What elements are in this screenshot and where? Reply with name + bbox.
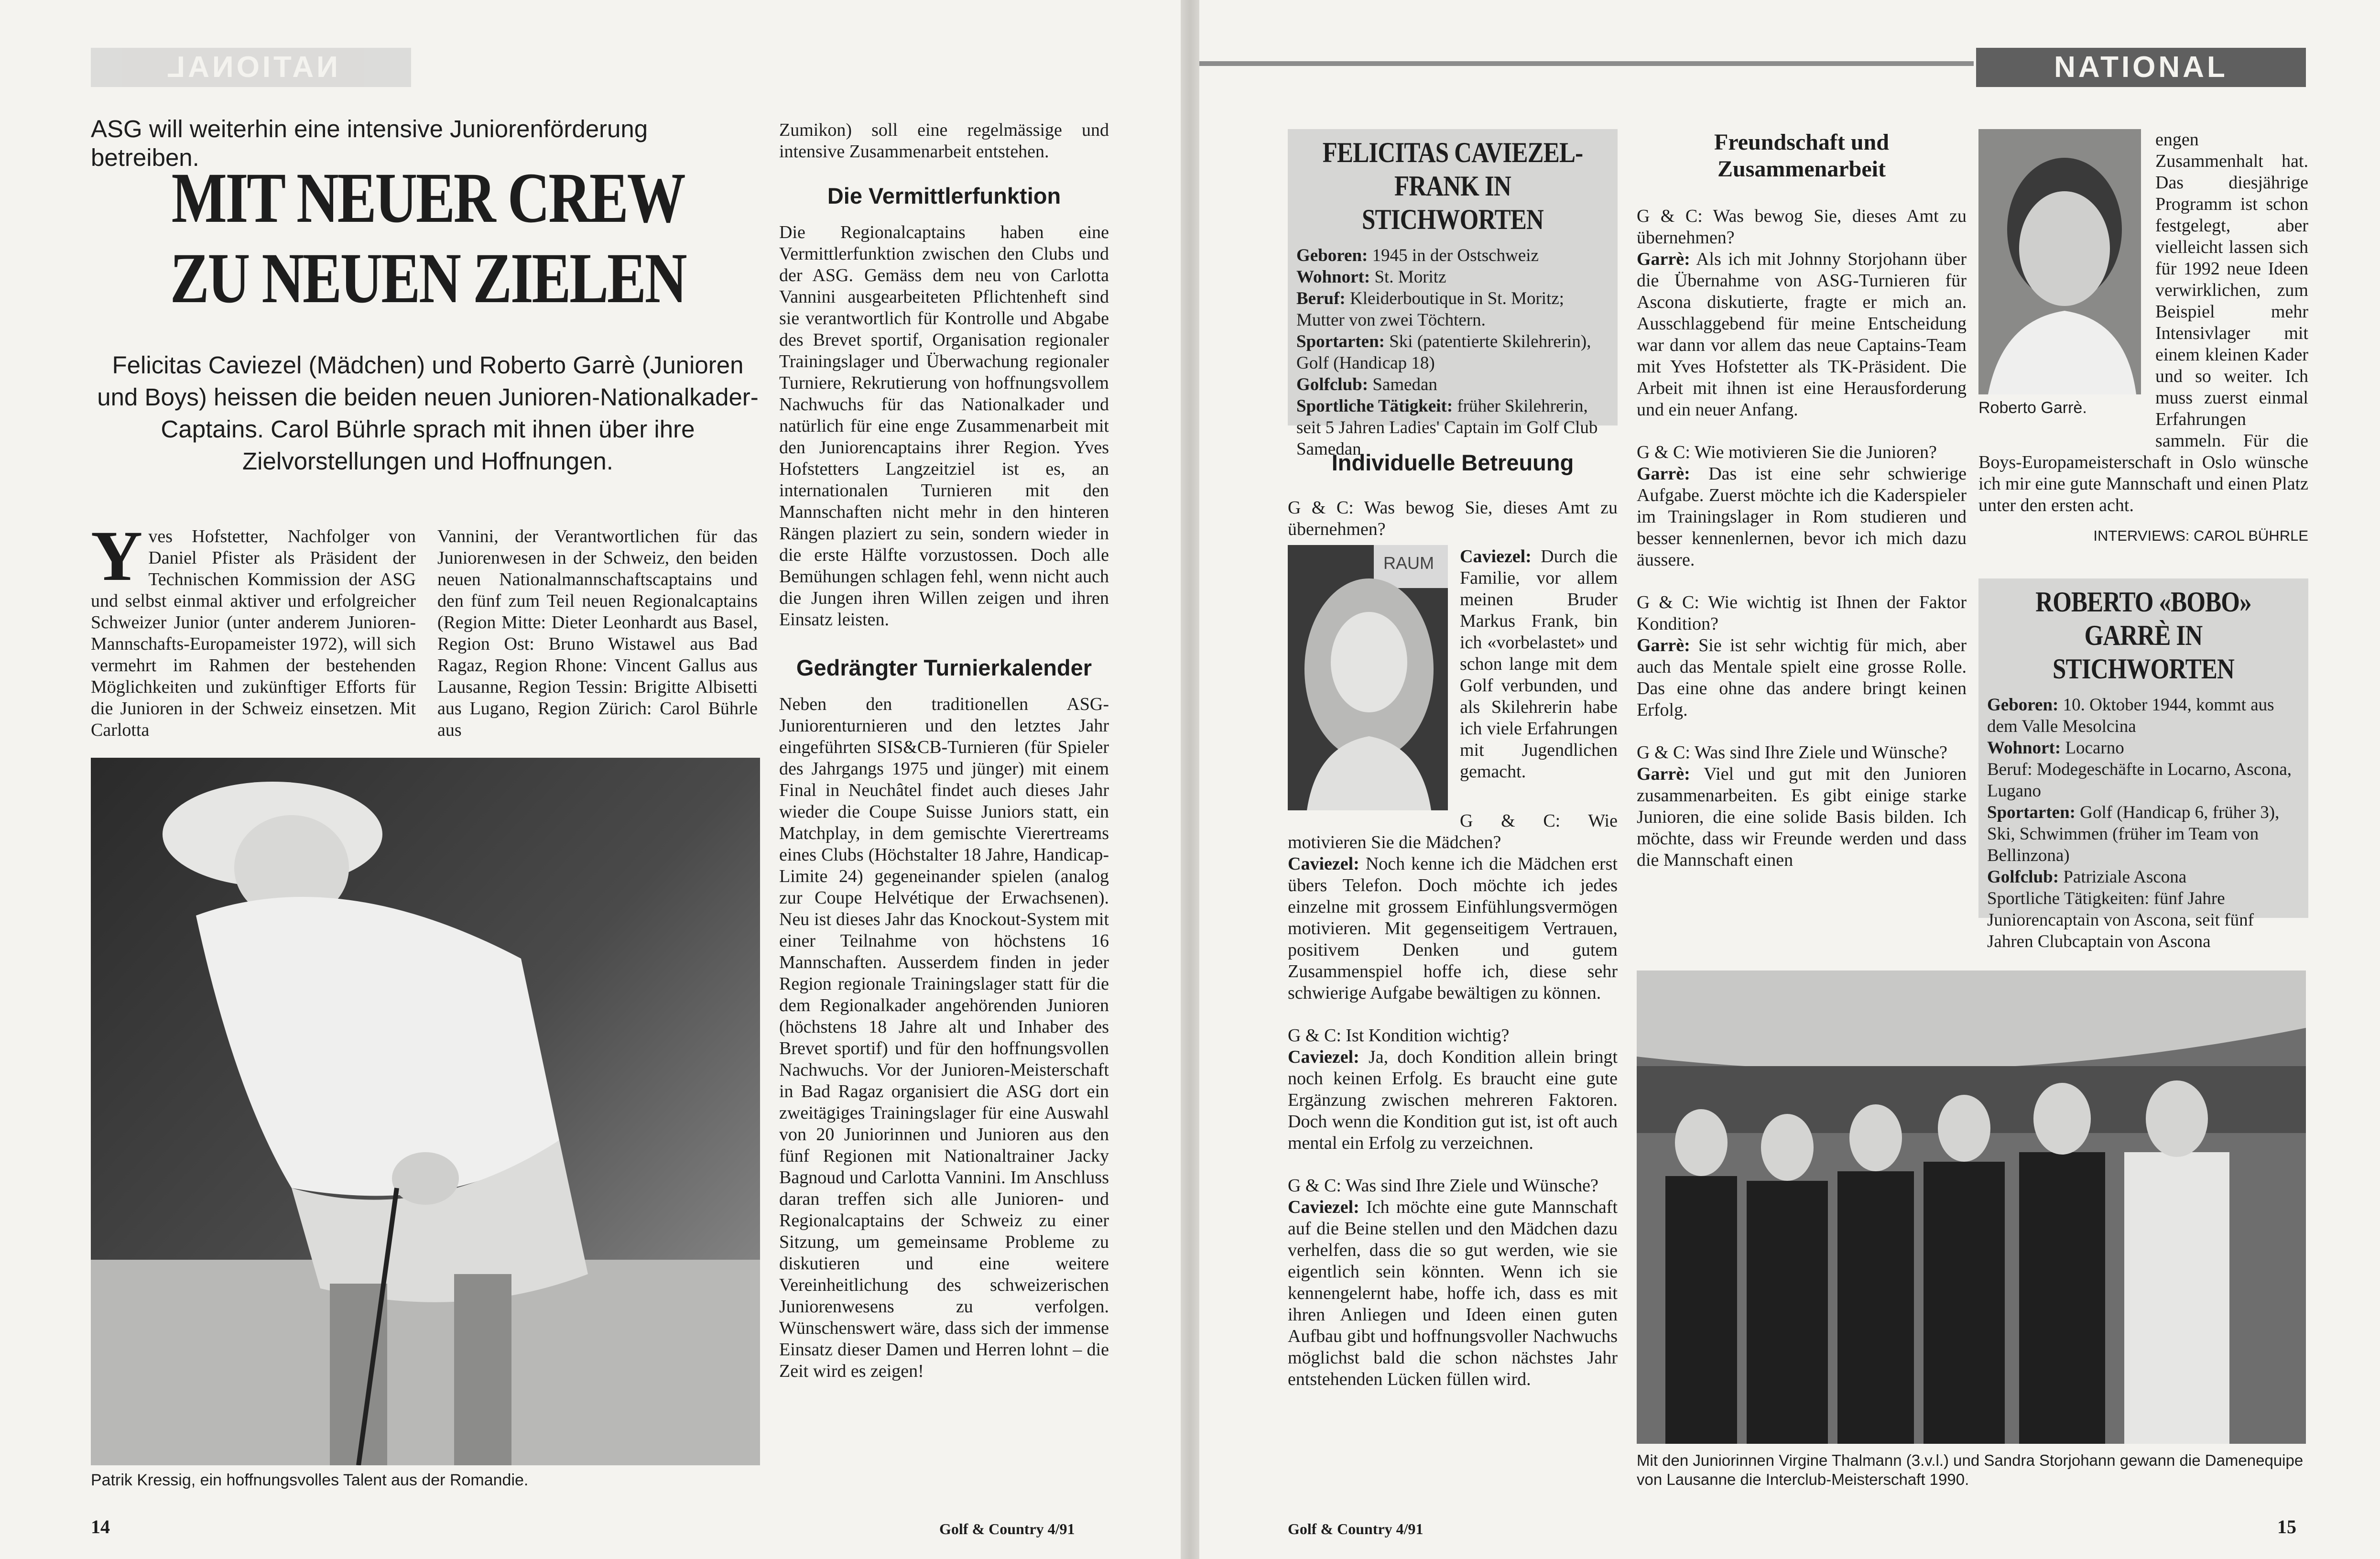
fact-item — [1296, 245, 1609, 266]
fact-box-garre-list — [1987, 694, 2300, 952]
subhead-turnierkalender: Gedrängter Turnierkalender — [796, 655, 1092, 680]
col3-paragraph-1: Zumikon) soll eine regelmässige und intensive Zusammenarbeit entstehen. — [779, 120, 1109, 162]
fact-key: Wohnort: — [1987, 738, 2061, 758]
r-answer-1-label: Garrè: — [1637, 249, 1690, 269]
fact-key: Geboren: — [1987, 695, 2059, 715]
answer-2: Noch kenne ich die Mädchen erst übers Telefon. Doch möchte ich jedes einzelne mit grossem Einfühlungsvermögen motivieren. Mit gegenseitigem Vertrauen, positivem Denken und gutem Zusammenspiel hoffe ich, diese sehr schwierige Aufgabe bewältigen zu können. — [1288, 854, 1618, 1003]
fact-box-garre-title: ROBERTO «BOBO» GARRÈ IN STICHWORTEN — [2035, 586, 2251, 685]
fact-value: Patriziale Ascona — [2059, 867, 2187, 887]
subhead-individuelle-betreuung: Individuelle Betreuung — [1331, 450, 1574, 475]
interviews-credit: INTERVIEWS: CAROL BÜHRLE — [2093, 527, 2308, 544]
fact-value: früher Skilehrerin, seit 5 Jahren Ladies' Captain im Golf Club Samedan — [1296, 396, 1598, 459]
running-foot-left: Golf & Country 4/91 — [939, 1520, 1075, 1537]
answer-3: Ja, doch Kondition allein bringt noch keinen Erfolg. Es braucht eine gute Ergänzung zwischen mehreren Faktoren. Doch wenn die Kondition gut ist, ist oft auch mental ein Erfolg zu verzeichnen. — [1288, 1047, 1618, 1153]
fact-value: St. Moritz — [1370, 267, 1446, 287]
caviezel-photo-graphic — [1288, 545, 1448, 810]
fact-key: Geboren: — [1296, 246, 1368, 265]
fact-box-garre — [1978, 578, 2308, 951]
lead-paragraph: Felicitas Caviezel (Mädchen) und Roberto Garrè (Junioren und Boys) heissen die beiden neuen Junioren-Nationalkader-Captains. Carol Bührle sprach mit ihnen über ihre Zielvorstellungen und Hoffnungen. — [97, 351, 759, 475]
garre-photo-caption: Roberto Garrè. — [1978, 399, 2087, 417]
right-page — [1199, 0, 2380, 1559]
fact-item — [1987, 694, 2300, 737]
r-col3-text: engen Zusammenhalt hat. Das diesjährige Programm ist schon festgelegt, aber vielleicht lassen sich für 1992 neue Ideen verwirklichen, zum Beispiel mehr Intensivlager mit einem kleinen Kader und so weiter. Ich muss zuerst einmal Erfahrungen sammeln. Für die Boys-Europameisterschaft in Oslo wünsche ich mir eine gute Mannschaft und einen Platz unter den ersten acht. — [1978, 130, 2308, 515]
team-photo-caption: Mit den Juniorinnen Virgine Thalmann (3.v.l.) und Sandra Storjohann gewann die Damenequipe von Lausanne die Interclub-Meisterschaft 1990. — [1637, 1451, 2304, 1488]
caviezel-photo — [1288, 545, 1448, 810]
fact-item — [1987, 866, 2300, 888]
garre-interview — [1637, 206, 1967, 892]
answer-2-label: Caviezel: — [1288, 854, 1359, 874]
fact-value: Sportliche Tätigkeiten: fünf Jahre Juniorencaptain von Ascona, seit fünf Jahren Clubcaptain von Ascona — [1987, 889, 2254, 951]
col3-paragraph-3: Neben den traditionellen ASG-Juniorenturnieren und den letztes Jahr eingeführten SIS&CB-Turnieren (für Spieler des Jahrgangs 1975 und jünger) mit einem Final in Neuchâtel findet auch dieses Jahr wieder die Coupe Suisse Juniors statt, ein Matchplay, in dem gemischte Vierertreams eines Clubs (Höchstalter 18 Jahre, Handicap-Limite 24) gegeneinander spielen (analog zur Coupe Helvétique der Erwachsenen). Neu ist dieses Jahr das Knockout-System mit einer Teilnahme von höchstens 16 Mannschaften. Ausserdem finden in jeder Region regionale Trainingslager statt für die dem Regionalkader angehörenden Junioren (höchstens 18 Jahre alt und Inhaber des Brevet sportif) und für den hoffnungsvollen Nachwuchs. Vor der Junioren-Meisterschaft in Bad Ragaz organisiert die ASG dort ein zweitägiges Trainingslager für eine Auswahl von 20 Juniorinnen und Junioren aus den fünf Regionen mit Nationaltrainer Jacky Bagnoud und Carlotta Vannini. Im Anschluss daran treffen sich alle Junioren- und Regionalcaptains der Schweiz zu einer Sitzung, um gemeinsame Probleme zu diskutieren und eine weitere Vereinheitlichung des schweizerischen Juniorenwesens zu verfolgen. Wünschenswert wäre, dass sich der immense Einsatz dieser Damen und Herren lohnt – die Zeit wird es zeigen! — [779, 694, 1109, 1381]
r-answer-4: Viel und gut mit den Junioren zusammenarbeiten. Es gibt einige starke Junioren, die eine solide Basis bilden. Ich möchte, dass wir Freunde werden und dass die Mannschaft einen — [1637, 764, 1967, 870]
fact-box-caviezel — [1288, 129, 1618, 459]
running-foot-right: Golf & Country 4/91 — [1288, 1520, 1424, 1537]
fact-value: 10. Oktober 1944, kommt aus dem Valle Mesolcina — [1987, 695, 2274, 736]
fact-value: Locarno — [2061, 738, 2124, 758]
fact-item — [1987, 759, 2300, 802]
question-1: G & C: Was bewog Sie, dieses Amt zu übernehmen? — [1288, 498, 1618, 539]
fact-key: Sportarten: — [1296, 332, 1385, 351]
section-tab-right — [1976, 48, 2306, 87]
fact-box-caviezel-title: FELICITAS CAVIEZEL-FRANK IN STICHWORTEN — [1322, 137, 1583, 235]
fact-item — [1987, 888, 2300, 952]
question-2: G & C: Wie motivieren Sie die Mädchen? — [1288, 811, 1618, 852]
fact-key: Beruf: — [1296, 289, 1346, 308]
r-answer-2-label: Garrè: — [1637, 464, 1690, 484]
r-question-3: G & C: Wie wichtig ist Ihnen der Faktor Kondition? — [1637, 592, 1967, 634]
page-gutter — [1181, 0, 1199, 1559]
headline — [152, 158, 704, 318]
fact-key: Wohnort: — [1296, 267, 1370, 287]
page-number-right: 15 — [2277, 1516, 2296, 1537]
r-answer-4-label: Garrè: — [1637, 764, 1690, 784]
intro-line: ASG will weiterhin eine intensive Juniorenförderung betreiben. — [91, 115, 648, 171]
answer-3-label: Caviezel: — [1288, 1047, 1359, 1067]
garre-interview-continued — [1978, 129, 2308, 516]
golfer-photo-graphic — [91, 758, 760, 1465]
fact-value: Golf (Handicap 6, früher 3), Ski, Schwimmen (früher im Team von Bellinzona) — [1987, 803, 2280, 865]
caviezel-photo-sign: RAUM — [1383, 553, 1434, 573]
answer-1-label: Caviezel: — [1460, 546, 1532, 567]
drop-cap: Y — [91, 516, 143, 596]
subhead-vermittlerfunktion: Die Vermittlerfunktion — [827, 183, 1061, 208]
headline-line-1: MIT NEUER CREW — [171, 158, 685, 238]
question-3: G & C: Ist Kondition wichtig? — [1288, 1025, 1510, 1046]
fact-value: 1945 in der Ostschweiz — [1368, 246, 1539, 265]
body-column-3 — [779, 120, 1109, 1402]
col3-paragraph-2: Die Regionalcaptains haben eine Vermittlerfunktion zwischen den Clubs und der ASG. Gemäss dem neu von Carlotta Vannini ausgearbeiteten Pflichtenheft sind sie verantwortlich für Kontrolle und Abgabe des Brevet sportif, Organisation regionaler Trainingslager und Überwachung regionaler Turniere, Rekrutierung von hoffnungsvollem Nachwuchs für das Nationalkader und natürlich für eine enge Zusammenarbeit mit den Juniorencaptains ihrer Region. Yves Hofstetters Langzeitziel ist es, an internationalen Turnieren mit den Mannschaften nicht mehr in den hinteren Rängen plaziert zu sein, sondern wieder in die erste Hälfte vorzustossen. Doch alle Bemühungen schlagen fehl, wenn nicht auch die Jungen ihren Willen zeigen und ihren Einsatz leisten. — [779, 222, 1109, 630]
fact-item — [1296, 374, 1609, 395]
question-4: G & C: Was sind Ihre Ziele und Wünsche? — [1288, 1176, 1598, 1196]
body-column-2: Vannini, der Verantwortlichen für das Juniorenwesen in der Schweiz, den beiden neuen Nationalmannschaftscaptains und den fünf zum Teil neuen Regionalcaptains (Region Mitte: Dieter Leonhardt aus Basel, Region Ost: Bruno Wistawel aus Bad Ragaz, Region Rhone: Vincent Gallus aus Lausanne, Region Tessin: Brigitte Albisetti aus Lugano, Region Zürich: Carol Bührle aus — [437, 526, 758, 740]
r-question-1: G & C: Was bewog Sie, dieses Amt zu übernehmen? — [1637, 206, 1967, 248]
fact-item — [1296, 266, 1609, 288]
fact-item — [1296, 331, 1609, 374]
page-number-left: 14 — [91, 1516, 110, 1537]
header-rule — [1199, 61, 1974, 66]
team-photo-graphic — [1637, 970, 2306, 1444]
section-tab-right-label: NATIONAL — [2054, 51, 2228, 84]
headline-line-2: ZU NEUEN ZIELEN — [170, 239, 686, 318]
subhead-freundschaft: Freundschaft und Zusammenarbeit — [1714, 130, 1889, 182]
r-question-4: G & C: Was sind Ihre Ziele und Wünsche? — [1637, 742, 1947, 763]
fact-value: Ski (patentierte Skilehrerin), Golf (Handicap 18) — [1296, 332, 1591, 373]
fact-key: Golfclub: — [1987, 867, 2059, 887]
team-photo — [1637, 970, 2306, 1444]
fact-value: Beruf: Modegeschäfte in Locarno, Ascona, Lugano — [1987, 760, 2292, 801]
fact-item — [1296, 288, 1609, 331]
golfer-photo — [91, 758, 760, 1465]
section-tab-left — [91, 48, 411, 87]
answer-1: Durch die Familie, vor allem meinen Bruder Markus Frank, bin ich «vorbelastet» und schon lange mit dem Golf verbunden, und als Skilehrerin habe ich viele Erfahrungen mit Jugendlichen gemacht. — [1460, 546, 1618, 782]
answer-4-label: Caviezel: — [1288, 1197, 1359, 1217]
golfer-photo-caption: Patrik Kressig, ein hoffnungsvolles Talent aus der Romandie. — [91, 1471, 529, 1489]
section-tab-left-label: NATIONAL — [164, 51, 338, 84]
caviezel-interview — [1288, 497, 1618, 1411]
fact-key: Golfclub: — [1296, 375, 1369, 394]
fact-item — [1987, 802, 2300, 866]
body-column-1-text: ves Hofstetter, Nachfolger von Daniel Pfister als Präsident der Technischen Kommission der ASG und selbst einmal aktiver und erfolgreicher Schweizer Junior (unter anderem Junioren-Mannschafts-Europameister 1972), will sich vermehrt im Rahmen der bestehenden Möglichkeiten und zukünftiger Efforts für die Junioren in der Schweiz einsetzen. Mit Carlotta — [91, 526, 416, 740]
r-question-2: G & C: Wie motivieren Sie die Junioren? — [1637, 442, 1937, 462]
r-answer-3: Sie ist sehr wichtig für mich, aber auch das Mentale spielt eine grosse Rolle. Das eine ohne das andere bringt keinen Erfolg. — [1637, 635, 1967, 720]
fact-key: Sportliche Tätigkeit: — [1296, 396, 1453, 416]
fact-value: Kleiderboutique in St. Moritz; Mutter von zwei Töchtern. — [1296, 289, 1565, 330]
r-answer-3-label: Garrè: — [1637, 635, 1690, 655]
fact-item — [1987, 737, 2300, 759]
left-page — [0, 0, 1181, 1559]
r-answer-2: Das ist eine sehr schwierige Aufgabe. Zuerst möchte ich die Kaderspieler im Trainingslager in Rom studieren und besser kennenlernen, bevor ich mich dazu äussere. — [1637, 464, 1967, 570]
fact-value: Samedan — [1368, 375, 1437, 394]
fact-box-caviezel-list — [1296, 245, 1609, 460]
fact-key: Sportarten: — [1987, 803, 2076, 822]
body-column-1 — [91, 516, 416, 741]
r-answer-1: Als ich mit Johnny Storjohann über die Übernahme von ASG-Turnieren für Ascona diskutierte, fragte er mich an. Ausschlaggebend für meine Entscheidung war dann vor allem das neue Captains-Team mit Yves Hofstetter als TK-Präsident. Die Arbeit mit ihnen ist eine Herausforderung und ein neuer Anfang. — [1637, 249, 1967, 420]
answer-4: Ich möchte eine gute Mannschaft auf die Beine stellen und den Mädchen dazu verhelfen, dass die so gut werden, wie sie eigentlich sein könnten. Wenn ich sie kennengelernt habe, hoffe ich, dass es mit ihren Anliegen und Ideen einen guten Aufbau gibt und hoffnungsvoller Nachwuchs möglichst bald die schon nächstes Jahr entstehenden Lücken füllen wird. — [1288, 1197, 1618, 1389]
